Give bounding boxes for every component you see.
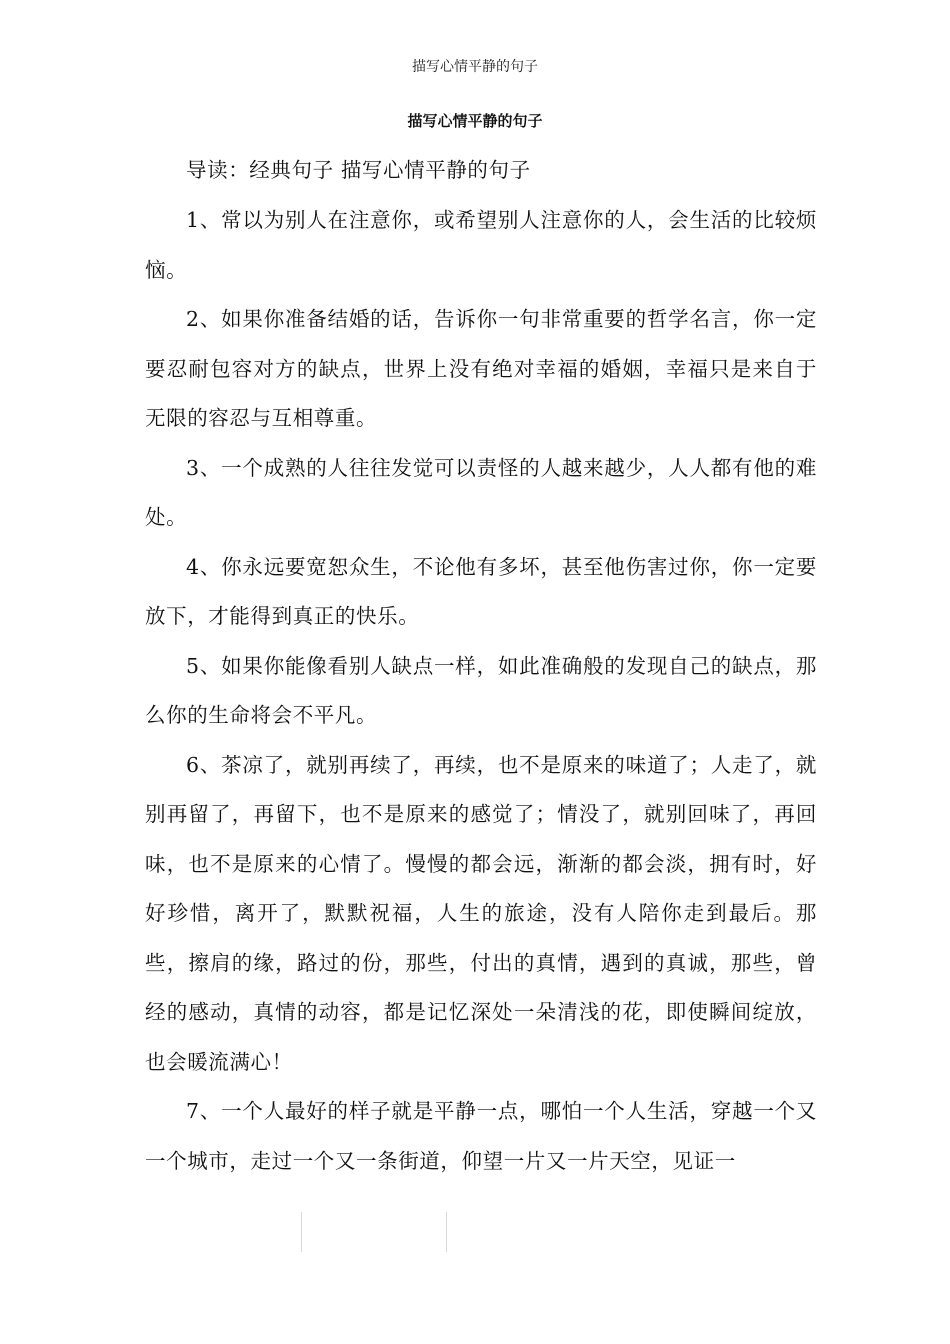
paragraph-5: 5、如果你能像看别人缺点一样，如此准确般的发现自己的缺点，那么你的生命将会不平凡。: [145, 653, 817, 727]
paragraph-7: 7、一个人最好的样子就是平静一点，哪怕一个人生活，穿越一个又一个城市，走过一个又一条街道，仰望一片又一片天空，见证一: [145, 1099, 817, 1173]
paragraph-3: 3、一个成熟的人往往发觉可以责怪的人越来越少，人人都有他的难处。: [145, 455, 817, 529]
footer-divider-left: [301, 1212, 302, 1252]
paragraph-6: 6、茶凉了，就别再续了，再续，也不是原来的味道了；人走了，就别再留了，再留下，也不是原来的感觉了；情没了，就别回味了，再回味，也不是原来的心情了。慢慢的都会远，渐渐的都会淡，拥有时，好好珍惜，离开了，默默祝福，人生的旅途，没有人陪你走到最后。那些，擦肩的缘，路过的份，那些，付出的真情，遇到的真诚，那些，曾经的感动，真情的动容，都是记忆深处一朵清浅的花，即使瞬间绽放，也会暖流满心！: [145, 752, 817, 1074]
document-body: [145, 150, 817, 1186]
footer-divider-right: [446, 1212, 447, 1252]
paragraph-1: 1、常以为别人在注意你，或希望别人注意你的人，会生活的比较烦恼。: [145, 208, 817, 282]
paragraph-4: 4、你永远要宽恕众生，不论他有多坏，甚至他伤害过你，你一定要放下，才能得到真正的快乐。: [145, 554, 817, 628]
document-title: 描写心情平静的句子: [407, 112, 543, 130]
paragraph-2: 2、如果你准备结婚的话，告诉你一句非常重要的哲学名言，你一定要忍耐包容对方的缺点，世界上没有绝对幸福的婚姻，幸福只是来自于无限的容忍与互相尊重。: [145, 307, 817, 430]
intro-paragraph: 导读：经典句子 描写心情平静的句子: [186, 158, 531, 182]
running-header: 描写心情平静的句子: [412, 59, 538, 75]
